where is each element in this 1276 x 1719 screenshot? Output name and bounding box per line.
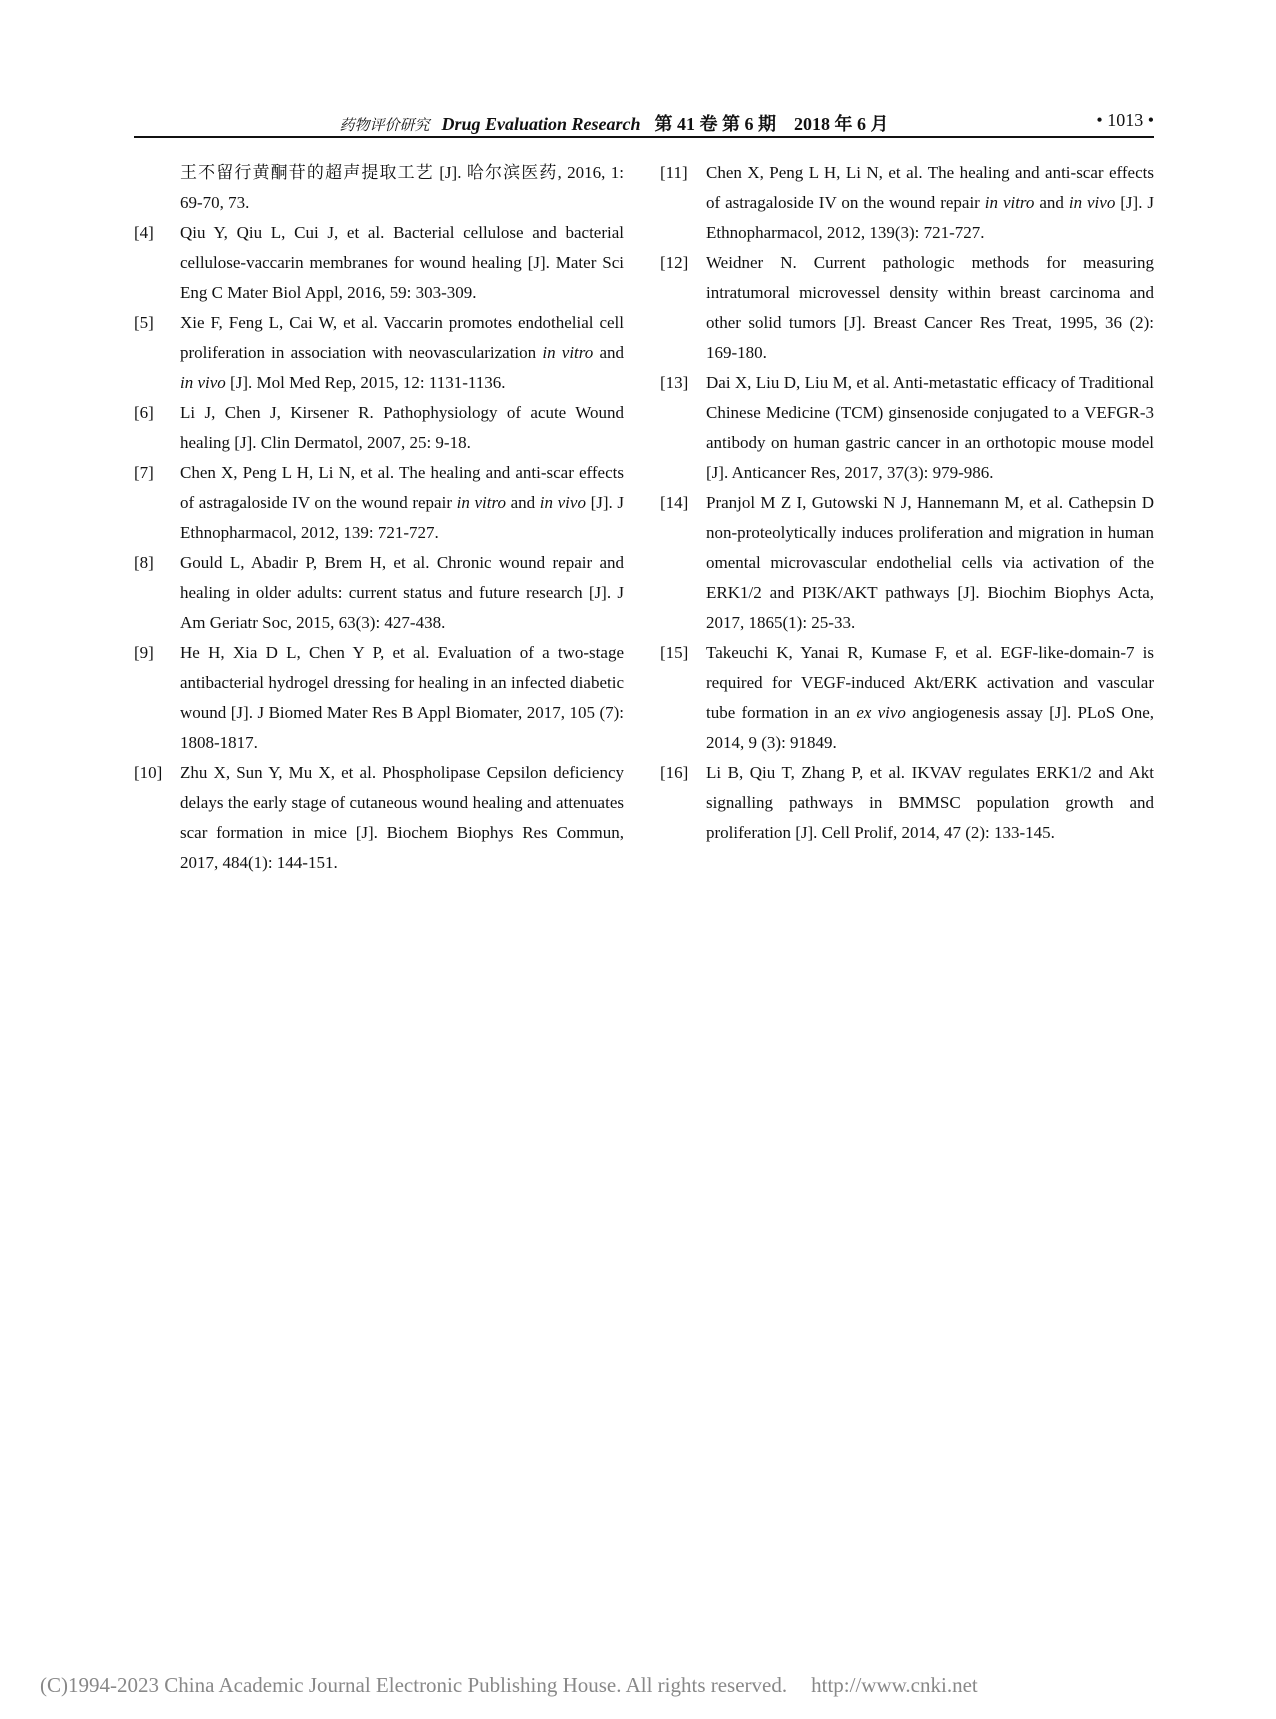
reference-number: [7] [134,463,154,482]
reference-item [134,398,624,458]
reference-text: Chen X, Peng L H, Li N, et al. The healing and anti-scar effects of astragaloside IV on the wound repair in vitro and in vivo [J]. J Ethnopharmacol, 2012, 139: 721-727. [180,463,625,542]
running-header [134,110,1154,138]
reference-continuation: 王不留行黄酮苷的超声提取工艺 [J]. 哈尔滨医药, 2016, 1: 69-70, 73. [180,163,624,212]
reference-text: Li J, Chen J, Kirsener R. Pathophysiology of acute Wound healing [J]. Clin Dermatol, 2007, 25: 9-18. [180,403,624,452]
header-center [334,110,894,136]
reference-item [660,638,1154,758]
reference-number: [9] [134,643,154,662]
reference-text: Zhu X, Sun Y, Mu X, et al. Phospholipase Cepsilon deficiency delays the early stage of cutaneous wound healing and attenuates scar formation in mice [J]. Biochem Biophys Res Commun, 2017, 484(1): 144-151. [180,763,624,872]
reference-item [660,368,1154,488]
reference-text: Xie F, Feng L, Cai W, et al. Vaccarin promotes endothelial cell proliferation in association with neovascularization in vitro and in vivo [J]. Mol Med Rep, 2015, 12: 1131-1136. [180,313,625,392]
reference-text: Dai X, Liu D, Liu M, et al. Anti-metastatic efficacy of Traditional Chinese Medicine (TCM) ginsenoside conjugated to a VEFGR-3 antibody on human gastric cancer in an orthotopic mouse model [J]. Anticancer Res, 2017, 37(3): 979-986. [706,373,1154,482]
reference-item [134,308,624,398]
reference-item [660,158,1154,248]
right-column [660,158,1154,848]
journal-logo-text: 药物评价研究 [339,118,430,134]
reference-text: Takeuchi K, Yanai R, Kumase F, et al. EGF-like-domain-7 is required for VEGF-induced Akt/ERK activation and vascular tube formation in an ex vivo angiogenesis assay [J]. PLoS One, 2014, 9 (3): 91849. [706,643,1155,752]
reference-number: [8] [134,553,154,572]
reference-number: [10] [134,763,163,782]
journal-name: Drug Evaluation Research [441,114,641,134]
reference-text: Qiu Y, Qiu L, Cui J, et al. Bacterial cellulose and bacterial cellulose-vaccarin membranes for wound healing [J]. Mater Sci Eng C Mater Biol Appl, 2016, 59: 303-309. [180,223,624,302]
reference-number: [14] [660,493,689,512]
copyright-footer [40,1673,1276,1698]
footer-url: http://www.cnki.net [811,1673,978,1697]
reference-item [134,218,624,308]
left-column [134,158,624,878]
reference-text: Weidner N. Current pathologic methods for measuring intratumoral microvessel density within breast carcinoma and other solid tumors [J]. Breast Cancer Res Treat, 1995, 36 (2): 169-180. [706,253,1154,362]
reference-item [660,488,1154,638]
reference-text: Gould L, Abadir P, Brem H, et al. Chronic wound repair and healing in older adults: current status and future research [J]. J Am Geriatr Soc, 2015, 63(3): 427-438. [180,553,624,632]
reference-item [660,248,1154,368]
reference-number: [4] [134,223,154,242]
reference-item [134,758,624,878]
reference-item [134,638,624,758]
reference-text: Li B, Qiu T, Zhang P, et al. IKVAV regulates ERK1/2 and Akt signalling pathways in BMMSC population growth and proliferation [J]. Cell Prolif, 2014, 47 (2): 133-145. [706,763,1154,842]
reference-number: [12] [660,253,689,272]
reference-item [134,548,624,638]
reference-number: [13] [660,373,689,392]
page-number: • 1013 • [1096,110,1154,130]
reference-item [660,758,1154,848]
reference-text: Chen X, Peng L H, Li N, et al. The healing and anti-scar effects of astragaloside IV on the wound repair in vitro and in vivo [J]. J Ethnopharmacol, 2012, 139(3): 721-727. [706,163,1155,242]
reference-text: Pranjol M Z I, Gutowski N J, Hannemann M, et al. Cathepsin D non-proteolytically induces proliferation and migration in human omental microvascular endothelial cells via activation of the ERK1/2 and PI3K/AKT pathways [J]. Biochim Biophys Acta, 2017, 1865(1): 25-33. [706,493,1154,632]
reference-number: [16] [660,763,689,782]
reference-number: [15] [660,643,689,662]
reference-number: [5] [134,313,154,332]
copyright-text: (C)1994-2023 China Academic Journal Electronic Publishing House. All rights reserved. [40,1673,788,1697]
reference-text: He H, Xia D L, Chen Y P, et al. Evaluation of a two-stage antibacterial hydrogel dressing for healing in an infected diabetic wound [J]. J Biomed Mater Res B Appl Biomater, 2017, 105 (7): 1808-1817. [180,643,624,752]
reference-item [134,458,624,548]
reference-number: [6] [134,403,154,422]
issue-info: 第 41 卷 第 6 期 2018 年 6 月 [654,114,889,134]
reference-number: [11] [660,163,688,182]
